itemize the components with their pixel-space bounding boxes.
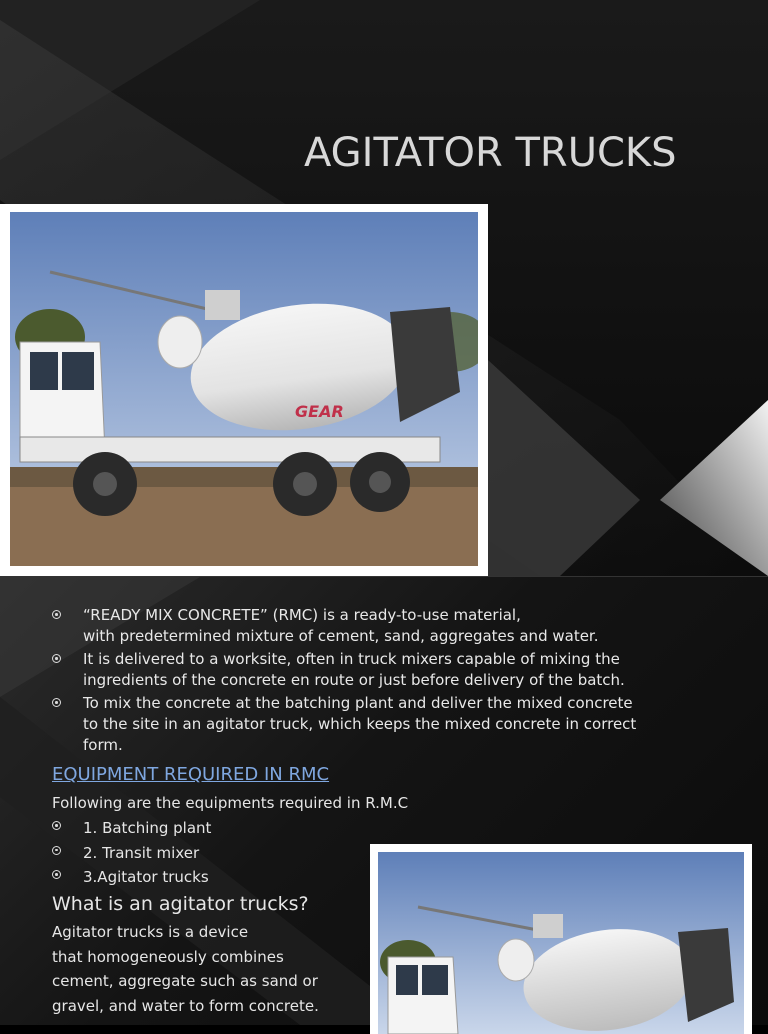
bullet-text: to the site in an agitator truck, which keeps the mixed concrete in correct <box>83 715 637 733</box>
equipment-heading: EQUIPMENT REQUIRED IN RMC <box>52 764 330 785</box>
list-item <box>52 841 211 866</box>
bullet-circle-icon <box>52 610 61 619</box>
bullet-circle-icon <box>52 821 61 830</box>
truck-photo-illustration <box>10 212 478 566</box>
svg-text:GEAR: GEAR <box>295 402 344 421</box>
truck-photo-illustration <box>378 852 744 1034</box>
bullet-circle-icon <box>52 698 61 707</box>
equipment-intro: Following are the equipments required in R.M.C <box>52 794 409 812</box>
bullet-text: It is delivered to a worksite, often in truck mixers capable of mixing the <box>83 650 620 668</box>
equipment-item: 1. Batching plant <box>83 819 212 837</box>
list-item <box>52 605 742 647</box>
equipment-item: 3.Agitator trucks <box>83 868 209 886</box>
bullet-circle-icon <box>52 846 61 855</box>
slide-title: AGITATOR TRUCKS <box>304 130 677 176</box>
bullet-text: with predetermined mixture of cement, sand, aggregates and water. <box>83 627 599 645</box>
definition-line: Agitator trucks is a device <box>52 923 249 941</box>
bullet-text: form. <box>83 736 123 754</box>
equipment-item: 2. Transit mixer <box>83 843 200 862</box>
definition-body <box>52 920 372 1018</box>
agitator-truck-photo <box>0 204 488 576</box>
list-item <box>52 649 742 691</box>
bullet-text: To mix the concrete at the batching plant and deliver the mixed concrete <box>83 694 633 712</box>
list-item <box>52 865 211 890</box>
bullet-circle-icon <box>52 870 61 879</box>
list-item <box>52 816 211 841</box>
bullet-text: “READY MIX CONCRETE” (RMC) is a ready-to-use material, <box>83 606 521 624</box>
definition-line: cement, aggregate such as sand or <box>52 972 318 990</box>
agitator-truck-photo-small <box>370 844 752 1034</box>
definition-line: gravel, and water to form concrete. <box>52 996 319 1015</box>
definition-heading: What is an agitator trucks? <box>52 893 309 915</box>
list-item <box>52 693 742 756</box>
bullet-text: ingredients of the concrete en route or just before delivery of the batch. <box>83 671 625 689</box>
bullet-list <box>52 605 742 758</box>
definition-line: that homogeneously combines <box>52 947 284 966</box>
bullet-circle-icon <box>52 654 61 663</box>
equipment-list <box>52 816 211 890</box>
